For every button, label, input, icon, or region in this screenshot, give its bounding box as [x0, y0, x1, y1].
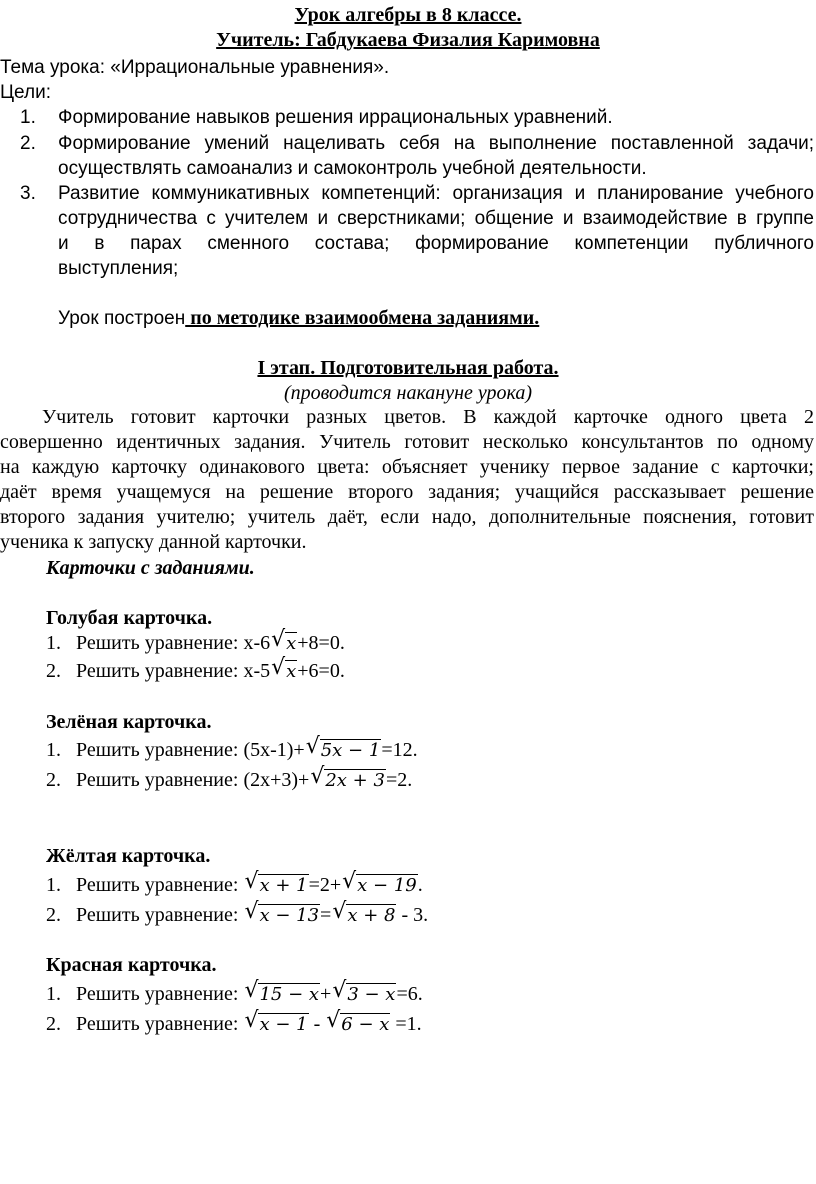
- task-label: Решить уравнение:: [76, 1013, 244, 1035]
- task-line: [46, 1008, 422, 1038]
- radical-icon: √: [244, 869, 259, 894]
- expr-part: .: [417, 874, 423, 896]
- radicand: x + 8: [347, 905, 396, 926]
- task-label: Решить уравнение:: [76, 660, 244, 682]
- lesson-title: Урок алгебры в 8 классе.: [294, 4, 522, 26]
- radical-icon: √: [332, 978, 347, 1003]
- radical-icon: √: [305, 734, 320, 759]
- goal-number: 1.: [20, 107, 36, 128]
- task-label: Решить уравнение:: [76, 632, 244, 654]
- expr-part: =6.: [396, 983, 423, 1005]
- sqrt-expression: [305, 734, 382, 764]
- goal-line: выступления;: [58, 258, 179, 279]
- expr-part: +8=0.: [297, 632, 345, 654]
- goal-line: Формирование умений нацеливать себя на выполнение поставленной задачи;: [58, 133, 814, 154]
- card-title-blue: Голубая карточка.: [46, 607, 213, 629]
- cards-heading: Карточки с заданиями.: [46, 557, 255, 579]
- radicand: x − 1: [259, 1014, 308, 1035]
- task-line: [46, 764, 413, 794]
- task-number: 2.: [46, 1013, 61, 1035]
- stage-title: I этап. Подготовительная работа.: [257, 357, 559, 379]
- expr-part: x-5: [243, 660, 271, 682]
- stage-subtitle-text: (проводится накануне урока): [283, 382, 533, 404]
- task-number: 1.: [46, 983, 61, 1005]
- sqrt-expression: [271, 655, 297, 685]
- goal-line: Развитие коммуникативных компетенций: организация и планирование учебного: [58, 183, 814, 204]
- task-line: [46, 655, 345, 685]
- task-line: [46, 978, 423, 1008]
- radical-icon: √: [342, 869, 357, 894]
- task-number: 2.: [46, 904, 61, 926]
- sqrt-expression: [271, 627, 297, 657]
- expr-part: x-6: [243, 632, 271, 654]
- radicand: x − 19: [357, 875, 417, 896]
- card-title-yellow: Жёлтая карточка.: [46, 845, 211, 867]
- radical-icon: √: [271, 655, 286, 680]
- sqrt-expression: [244, 899, 320, 929]
- expr-part: (5x-1)+: [243, 739, 305, 761]
- radical-icon: √: [271, 627, 286, 652]
- sqrt-expression: [244, 978, 320, 1008]
- expr-part: +: [320, 983, 332, 1005]
- paragraph-line: ученика к запуску данной карточки.: [0, 531, 307, 553]
- radical-icon: √: [326, 1008, 341, 1033]
- sqrt-expression: [332, 899, 396, 929]
- radicand: 2x + 3: [325, 770, 385, 791]
- radicand: 3 − x: [347, 984, 396, 1005]
- expr-part: - 3.: [396, 904, 429, 926]
- expr-part: =12.: [381, 739, 418, 761]
- sqrt-expression: [332, 978, 396, 1008]
- expr-part: (2x+3)+: [243, 769, 310, 791]
- task-label: Решить уравнение:: [76, 904, 244, 926]
- paragraph-line: даёт время учащемуся на решение второго задания; учащийся рассказывает решение: [0, 481, 814, 503]
- goal-line: осуществлять самоанализ и самоконтроль учебной деятельности.: [58, 158, 647, 179]
- paragraph-line: Учитель готовит карточки разных цветов. В каждой карточке одного цвета 2: [42, 406, 814, 428]
- radicand: x: [286, 633, 297, 654]
- card-title-red: Красная карточка.: [46, 954, 217, 976]
- method-prefix: Урок построен: [58, 308, 186, 329]
- method-line: [58, 305, 539, 332]
- lesson-topic: Тема урока: «Иррациональные уравнения».: [0, 57, 390, 78]
- goal-number: 3.: [20, 183, 36, 204]
- task-label: Решить уравнение:: [76, 769, 244, 791]
- task-number: 1.: [46, 632, 61, 654]
- expr-part: =1.: [390, 1013, 422, 1035]
- radicand: 15 − x: [259, 984, 320, 1005]
- sqrt-expression: [342, 869, 418, 899]
- expr-part: +6=0.: [297, 660, 345, 682]
- radicand: x: [286, 661, 297, 682]
- goal-line: и в парах сменного состава; формирование компетенции публичного: [58, 233, 814, 254]
- card-title-green: Зелёная карточка.: [46, 711, 212, 733]
- goal-number: 2.: [20, 133, 36, 154]
- teacher-name: Учитель: Габдукаева Физалия Каримовна: [216, 29, 600, 51]
- goal-line: сотрудничества с учителем и сверстниками; общение и взаимодействие в группе: [58, 208, 814, 229]
- stage-subtitle: [0, 380, 816, 406]
- expr-part: -: [308, 1013, 326, 1035]
- goal-line: Формирование навыков решения иррациональных уравнений.: [58, 107, 613, 128]
- goals-label: Цели:: [0, 82, 51, 103]
- radical-icon: √: [332, 899, 347, 924]
- radical-icon: √: [244, 978, 259, 1003]
- task-line: [46, 627, 345, 657]
- task-label: Решить уравнение:: [76, 739, 244, 761]
- sqrt-expression: [310, 764, 386, 794]
- radical-icon: √: [244, 899, 259, 924]
- radical-icon: √: [244, 1008, 259, 1033]
- task-line: [46, 899, 429, 929]
- expr-part: =2.: [385, 769, 413, 791]
- radicand: x + 1: [259, 875, 308, 896]
- task-label: Решить уравнение:: [76, 874, 244, 896]
- radicand: 6 − x: [341, 1014, 390, 1035]
- expr-part: =: [320, 904, 332, 926]
- sqrt-expression: [326, 1008, 390, 1038]
- sqrt-expression: [244, 869, 308, 899]
- task-line: [46, 869, 423, 899]
- paragraph-line: совершенно идентичных задания. Учитель готовит несколько консультантов по одному: [0, 431, 814, 453]
- task-number: 1.: [46, 874, 61, 896]
- paragraph-line: на каждую карточку одинакового цвета: объясняет ученику первое задание с карточки;: [0, 456, 814, 478]
- expr-part: =2+: [308, 874, 342, 896]
- method-emphasis: по методике взаимообмена заданиями.: [185, 307, 540, 329]
- task-line: [46, 734, 418, 764]
- radical-icon: √: [310, 764, 325, 789]
- paragraph-line: второго задания учителю; учитель даёт, если надо, дополнительные пояснения, готовит: [0, 506, 814, 528]
- task-label: Решить уравнение:: [76, 983, 244, 1005]
- radicand: 5x − 1: [320, 740, 381, 761]
- task-number: 1.: [46, 739, 61, 761]
- radicand: x − 13: [259, 905, 320, 926]
- sqrt-expression: [244, 1008, 308, 1038]
- task-number: 2.: [46, 769, 61, 791]
- task-number: 2.: [46, 660, 61, 682]
